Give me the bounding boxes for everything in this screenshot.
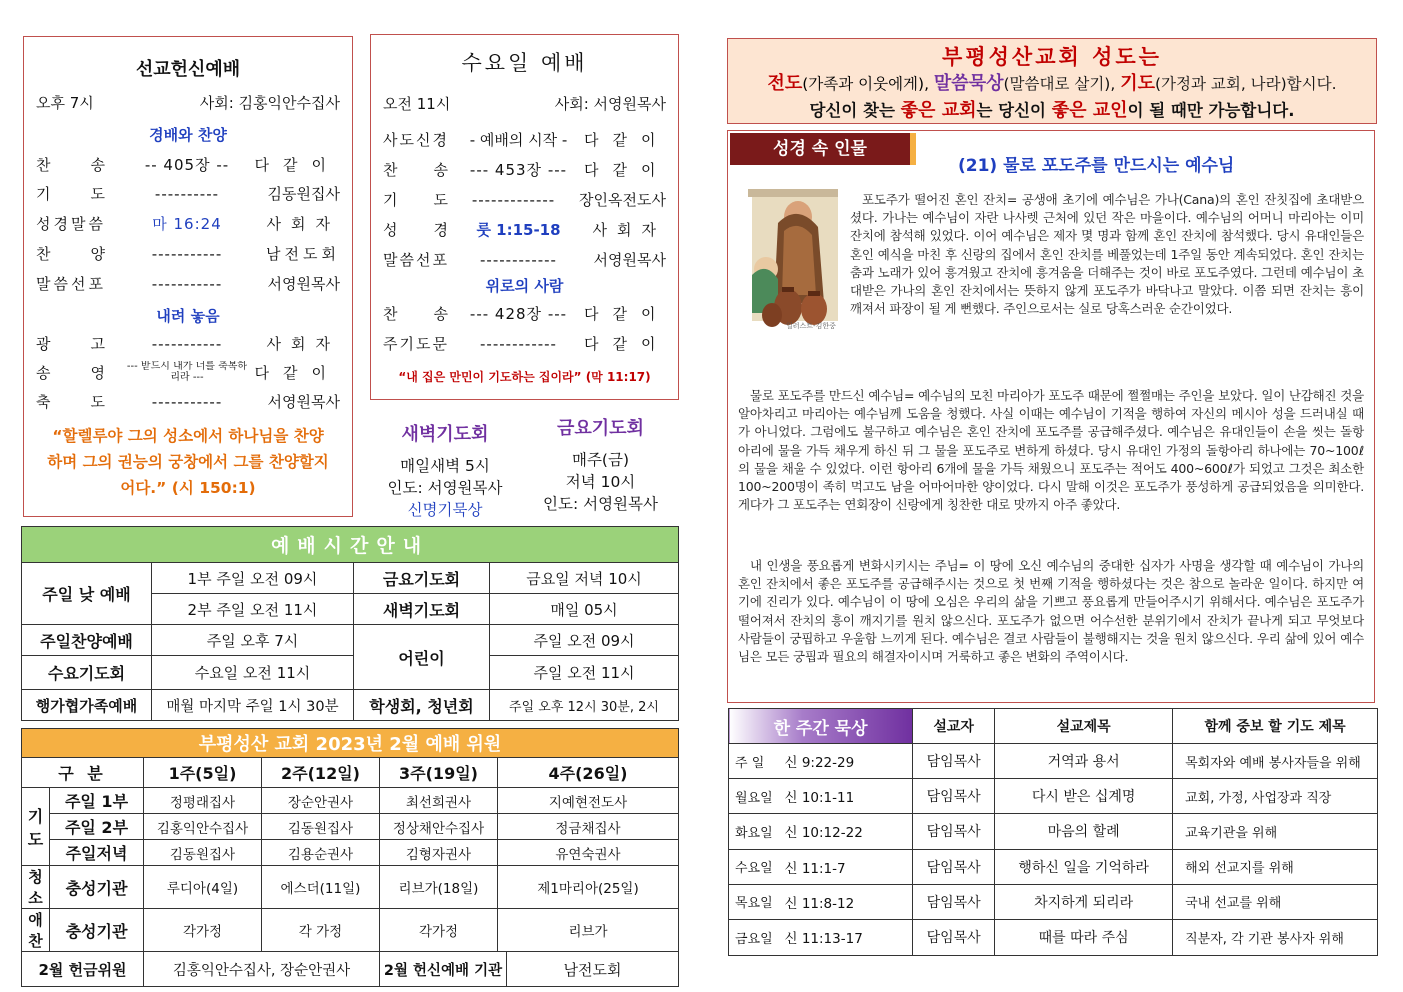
weekly-head-preacher: 설교자 [913, 709, 995, 744]
illustration-credit: 일러스트-김한중 [786, 322, 836, 330]
cleaning-label: 청소 [22, 866, 50, 909]
order-detail: --- 453장 --- [469, 161, 568, 179]
friday-prayer-day: 매주(금) [571, 451, 629, 469]
image-spacer [738, 191, 850, 317]
wednesday-section: 위로의 사람 [485, 277, 564, 295]
order-label: 말씀선포 [36, 275, 106, 293]
committee-cell: 김용순권사 [262, 840, 380, 866]
order-person: 서영원목사 [267, 393, 340, 411]
meditation-word: 말씀묵상 [933, 73, 1004, 94]
sunday-service-label: 주일 낮 예배 [22, 563, 152, 625]
dawn-label: 새벽기도회 [354, 594, 490, 625]
order-person: 다같이 [584, 335, 670, 353]
order-label: 성경 [383, 221, 484, 239]
youth-time: 주일 오후 12시 30분, 2시 [490, 690, 679, 721]
order-person: 서영원목사 [593, 251, 666, 269]
missions-section-worship: 경배와 찬양 [149, 126, 227, 144]
committee-cell: 루디아(4일) [144, 866, 262, 909]
good-member-word: 좋은 교인 [1051, 100, 1128, 121]
meditation-note: (말씀대로 살기), [1003, 75, 1121, 93]
wednesday-host: 사회: 서영원목사 [554, 95, 666, 113]
order-label: 성경말씀 [36, 215, 106, 233]
order-label: 기도 [383, 191, 484, 209]
order-label: 축도 [36, 393, 145, 411]
weekly-prayer: 교육기관을 위해 [1173, 814, 1378, 849]
missions-service-box [23, 36, 353, 517]
wednesday-row-prayer [383, 189, 666, 210]
committee-cell: 김동원집사 [144, 840, 262, 866]
weekly-day: 월요일 [729, 779, 785, 814]
weekly-preacher: 담임목사 [913, 849, 995, 884]
article-paragraph-1 [738, 191, 1364, 318]
committee-cell: 제1마리아(25일) [498, 866, 679, 909]
dawn-prayer [376, 420, 514, 520]
missions-row-benediction [36, 391, 340, 412]
banner-text: 는 당신이 [976, 101, 1052, 120]
friday-prayer-title: 금요기도회 [557, 418, 644, 439]
order-person: 장인옥전도사 [579, 191, 666, 209]
committee-cell: 각가정 [380, 909, 498, 952]
friday-time: 금요일 저녁 10시 [490, 563, 679, 594]
order-label: 찬송 [383, 161, 484, 179]
dawn-prayer-topic: 신명기묵상 [407, 501, 483, 519]
weekly-text: 신 11:8-12 [785, 884, 913, 919]
order-person: 다같이 [254, 156, 340, 174]
schedule-table [21, 526, 679, 721]
weekly-day: 화요일 [729, 814, 785, 849]
committee-table [21, 728, 679, 987]
youth-label: 학생회, 청년회 [354, 690, 490, 721]
missions-row-praise [36, 243, 340, 264]
wednesday-row-creed [383, 129, 670, 150]
committee-head-category: 구 분 [22, 758, 144, 788]
prayer-row-label: 주일 2부 [50, 814, 144, 840]
order-person: 사회자 [592, 221, 666, 239]
weekly-preacher: 담임목사 [913, 919, 995, 955]
order-detail: ------------ [480, 334, 557, 353]
family-label: 행가협가족예배 [22, 690, 152, 721]
cleaning-sub: 충성기관 [50, 866, 144, 909]
weekly-preacher: 담임목사 [913, 779, 995, 814]
dawn-prayer-title: 새벽기도회 [401, 424, 489, 445]
wednesday-row-sermon [383, 249, 666, 270]
weekly-meditation-table [728, 708, 1378, 956]
weekly-head-meditation: 한 주간 묵상 [729, 709, 913, 744]
weekly-text: 신 10:1-11 [785, 779, 913, 814]
missions-time: 오후 7시 [36, 94, 94, 112]
church-motto-banner [727, 38, 1377, 124]
order-label: 찬양 [36, 245, 145, 263]
fellowship-sub: 충성기관 [50, 909, 144, 952]
committee-cell: 김형자권사 [380, 840, 498, 866]
wednesday-row-lordsprayer [383, 333, 670, 354]
missions-row-scripture [36, 213, 340, 234]
offering-names: 김홍익안수집사, 장순안권사 [144, 952, 380, 987]
order-label: 송영 [36, 363, 145, 382]
praise-label: 주일찬양예배 [22, 625, 152, 656]
order-person: 김동원집사 [267, 185, 340, 203]
wednesday-time: 오전 11시 [383, 95, 451, 113]
missions-service-title: 선교헌신예배 [135, 59, 241, 80]
committee-cell: 각가정 [144, 909, 262, 952]
order-label: 말씀선포 [383, 251, 449, 269]
order-person: 다같이 [584, 305, 670, 323]
weekly-sermon: 행하신 일을 기억하라 [995, 849, 1173, 884]
order-label: 사도신경 [383, 131, 449, 149]
dawn-time: 매일 05시 [490, 594, 679, 625]
article-paragraph-3: 내 인생을 풍요롭게 변화시키시는 주님= 이 땅에 오신 예수님의 중대한 십자가 사명을 생각할 때 예수님이 가나의 혼인 잔치에서 좋은 포도주를 공급해주시는 것으로 첫 번째 기적을 행하셨다는 것은 참으로 놀라운 일이다. 하지만 여기에 진리가 있다. 예수님이 이 땅에 오심은 우리의 삶을 기쁘고 풍요롭게 만들어주시기 위해서다. 예수님은 포도주가 떨어져서 잔치의 흥이 깨지기를 원치 않으신다. 포도주가 없으면 어수선한 분위기에서 잔치가 끝나게 되고 무엇보다 사람들이 궁핍하고 우울함 느끼게 된다. 예수님은 결코 사람들이 불행해지는 것을 원치 않으신다. 우리 삶에 있어 예수님은 모든 궁핍과 필요의 해결자이시며 거룩하고 좋은 변화의 주역이시다. [738, 558, 1364, 665]
committee-cell: 정금채집사 [498, 814, 679, 840]
order-label: 기도 [36, 185, 145, 203]
order-person: 사회자 [266, 335, 340, 353]
weekly-prayer: 국내 선교를 위해 [1173, 884, 1378, 919]
committee-head-week2: 2주(12일) [262, 758, 380, 788]
order-person: 남전도회 [266, 245, 340, 263]
weekly-day: 금요일 [729, 919, 785, 955]
tab-accent [910, 133, 916, 165]
weekly-prayer: 목회자와 예배 봉사자들을 위해 [1173, 744, 1378, 779]
order-detail: ----------- [151, 334, 223, 353]
committee-cell: 김동원집사 [262, 814, 380, 840]
missions-row-hymn [36, 154, 340, 175]
banner-text: 이 될 때만 가능합니다. [1127, 101, 1295, 120]
order-person: 서영원목사 [267, 275, 340, 293]
weekly-sermon: 마음의 할례 [995, 814, 1173, 849]
kids-label: 어린이 [354, 625, 490, 690]
committee-cell: 각 가정 [262, 909, 380, 952]
weekly-text: 신 9:22-29 [785, 744, 913, 779]
prayer-label: 기도 [22, 788, 50, 866]
article-paragraph-2: 물로 포도주를 만드신 예수님= 예수님의 모친 마리아가 포도주 때문에 쩔쩔매는 주인을 보았다. 일이 난감해진 것을 알아차리고 마리아는 예수님께 도움을 청했다. 사실 이때는 예수님이 기적을 행하여 자신의 메시아 성을 드러내실 때가 아니었다. 그럼에도 불구하고 예수님은 혼인 잔치에 포도주를 공급해주셨다. 예수님은 유대인들이 손을 씻는 돌항아리에 물을 가득 채우게 하신 뒤 그 물을 포도주로 변하게 하셨다. 당시 유대인 가정의 돌항아리 하나에는 70~100ℓ의 물을 채울 수 있었다. 이런 항아리 6개에 물을 가득 채웠으니 포도주는 적어도 400~600ℓ가 되었고 그것은 최소한 100~200명이 족히 먹고도 남을 어마어마한 양이었다. 다시 말해 이것은 포도주가 풍성하게 공급되었음을 의미한다. 게다가 그 포도주는 연회장이 신랑에게 칭찬한 대로 맛까지 아주 좋았다. [738, 388, 1364, 513]
weekly-sermon: 거역과 용서 [995, 744, 1173, 779]
committee-cell: 장순안권사 [262, 788, 380, 814]
order-label: 찬송 [36, 156, 145, 174]
order-detail: ---------- [154, 184, 220, 203]
first-service-time: 1부 주일 오전 09시 [152, 563, 354, 594]
wednesday-row-hymn [383, 159, 670, 180]
article-tab: 성경 속 인물 [730, 133, 910, 165]
order-label: 광고 [36, 335, 145, 353]
prayer-row-label: 주일저녁 [50, 840, 144, 866]
weekly-preacher: 담임목사 [913, 744, 995, 779]
committee-head-week3: 3주(19일) [380, 758, 498, 788]
weekly-prayer: 교회, 가정, 사업장과 직장 [1173, 779, 1378, 814]
wednesday-row-scripture [383, 219, 666, 240]
order-label: 찬송 [383, 305, 484, 323]
banner-line-2 [728, 69, 1376, 95]
praise-time: 주일 오후 7시 [152, 625, 354, 656]
scripture-reference: 마 16:24 [152, 215, 222, 233]
offering-label: 2월 헌금위원 [22, 952, 144, 987]
family-time: 매월 마지막 주일 1시 30분 [152, 690, 354, 721]
article-title: (21) 물로 포도주를 만드시는 예수님 [958, 156, 1235, 176]
order-label: 주기도문 [383, 335, 449, 353]
fellowship-label: 애찬 [22, 909, 50, 952]
weekly-head-prayer: 함께 중보 할 기도 제목 [1173, 709, 1378, 744]
order-detail: ----------- [151, 274, 223, 293]
friday-prayer-leader: 인도: 서영원목사 [543, 495, 658, 513]
missions-row-sermon [36, 273, 340, 294]
weekly-row [729, 779, 1378, 814]
committee-cell: 김홍익안수집사 [144, 814, 262, 840]
committee-head-week4: 4주(26일) [498, 758, 679, 788]
order-person: 다같이 [584, 161, 670, 179]
evangelism-word: 전도 [767, 73, 803, 94]
committee-cell: 정상채안수집사 [380, 814, 498, 840]
order-detail: --- 받드시 내가 너를 축복하리라 --- [126, 361, 248, 383]
friday-label: 금요기도회 [354, 563, 490, 594]
weekly-day: 목요일 [729, 884, 785, 919]
order-person: 사회자 [266, 215, 340, 233]
wednesday-service-title: 수요일 예배 [461, 51, 588, 75]
banner-text: 당신이 찾는 [809, 101, 901, 120]
good-church-word: 좋은 교회 [900, 100, 977, 121]
missions-section-surrender: 내려 놓음 [156, 307, 220, 325]
committee-cell: 지예현전도사 [498, 788, 679, 814]
weekly-sermon: 다시 받은 십계명 [995, 779, 1173, 814]
dedication-label: 2월 헌신예배 기관 [380, 952, 507, 987]
missions-row-announce [36, 333, 340, 354]
wednesday-quote: “내 집은 만민이 기도하는 집이라” (막 11:17) [398, 370, 651, 384]
order-detail: ----------- [151, 392, 223, 411]
weekly-day: 주 일 [729, 744, 785, 779]
order-person: 다같이 [254, 363, 340, 382]
article-text: 포도주가 떨어진 혼인 잔치= 공생애 초기에 예수님은 가나(Cana)의 혼인 잔칫집에 초대받으셨다. 가나는 예수님이 자란 나사렛 근처에 있던 작은 마을이다. 예수님의 어머니 마리아는 이미 잔치에 참석해 있었다. 이어 예수님은 제자 몇 명과 함께 혼인 잔치에 참석했다. 당시 유대인들은 혼인 예식을 마친 후 신랑의 집에서 혼인 잔치를 베풀었는데 1주일 동안 계속되었다. 혼인 잔치는 춤과 노래가 있어 흥겨웠고 잔치에 흥겨움을 더해주는 것이 바로 포도주였다. 그런데 예수님이 초대받은 가나의 혼인 잔치에서는 뜻하지 않게 포도주가 바닥나고 말았다. 이쯤 되면 잔치는 흥이 깨져서 파장이 될 게 뻔했다. 주인으로서는 실로 당혹스러운 순간이었다. [850, 192, 1364, 317]
wed-time: 수요일 오전 11시 [152, 656, 354, 690]
friday-prayer-time: 저녁 10시 [565, 473, 636, 491]
weekly-row [729, 919, 1378, 955]
weekly-prayer: 해외 선교지를 위해 [1173, 849, 1378, 884]
weekly-text: 신 11:1-7 [785, 849, 913, 884]
kids-time-2: 주일 오전 11시 [490, 656, 679, 690]
dawn-prayer-time: 매일새벽 5시 [400, 457, 490, 475]
weekly-preacher: 담임목사 [913, 884, 995, 919]
weekly-row [729, 744, 1378, 779]
scripture-reference: 룻 1:15-18 [476, 221, 561, 239]
order-detail: ----------- [151, 244, 223, 263]
bible-figure-article [727, 130, 1375, 703]
missions-row-doxology [36, 361, 340, 383]
prayer-note: (가정과 교회, 나라)합시다. [1154, 75, 1337, 93]
weekly-text: 신 11:13-17 [785, 919, 913, 955]
committee-title: 부평성산 교회 2023년 2월 예배 위원 [22, 729, 679, 758]
kids-time-1: 주일 오전 09시 [490, 625, 679, 656]
weekly-row [729, 849, 1378, 884]
weekly-sermon: 차지하게 되리라 [995, 884, 1173, 919]
prayer-word: 기도 [1120, 73, 1155, 94]
banner-title: 부평성산교회 성도는 [942, 45, 1162, 69]
committee-cell: 리브가 [498, 909, 679, 952]
order-detail: -- 405장 -- [144, 156, 230, 174]
missions-row-prayer [36, 183, 340, 204]
missions-quote: “할렐루야 그의 성소에서 하나님을 찬양하며 그의 권능의 궁창에서 그를 찬양할지어다.” (시 150:1) [47, 427, 329, 497]
second-service-time: 2부 주일 오전 11시 [152, 594, 354, 625]
committee-cell: 에스더(11일) [262, 866, 380, 909]
order-person: 다같이 [584, 131, 670, 149]
wednesday-row-hymn2 [383, 303, 670, 324]
dedication-org: 남전도회 [507, 952, 679, 987]
wednesday-service-box [370, 34, 679, 400]
weekly-row [729, 814, 1378, 849]
missions-host: 사회: 김홍익안수집사 [199, 94, 340, 112]
committee-cell: 유연숙권사 [498, 840, 679, 866]
weekly-sermon: 때를 따라 주심 [995, 919, 1173, 955]
committee-cell: 최선희권사 [380, 788, 498, 814]
committee-cell: 정평래집사 [144, 788, 262, 814]
schedule-title: 예배시간안내 [22, 527, 679, 563]
order-detail: - 예배의 시작 - [469, 131, 568, 149]
weekly-head-sermon: 설교제목 [995, 709, 1173, 744]
weekly-text: 신 10:12-22 [785, 814, 913, 849]
banner-line-3 [728, 96, 1376, 122]
weekly-preacher: 담임목사 [913, 814, 995, 849]
evangelism-note: (가족과 이웃에게), [802, 75, 934, 93]
wed-label: 수요기도회 [22, 656, 152, 690]
friday-prayer [528, 414, 673, 514]
dawn-prayer-leader: 인도: 서영원목사 [387, 479, 503, 497]
order-detail: ------------ [480, 250, 557, 269]
order-detail: --- 428장 --- [469, 305, 568, 323]
committee-head-week1: 1주(5일) [144, 758, 262, 788]
weekly-day: 수요일 [729, 849, 785, 884]
order-detail: ------------- [471, 190, 556, 209]
committee-cell: 리브가(18일) [380, 866, 498, 909]
weekly-row [729, 884, 1378, 919]
prayer-row-label: 주일 1부 [50, 788, 144, 814]
weekly-prayer: 직분자, 각 기관 봉사자 위해 [1173, 919, 1378, 955]
